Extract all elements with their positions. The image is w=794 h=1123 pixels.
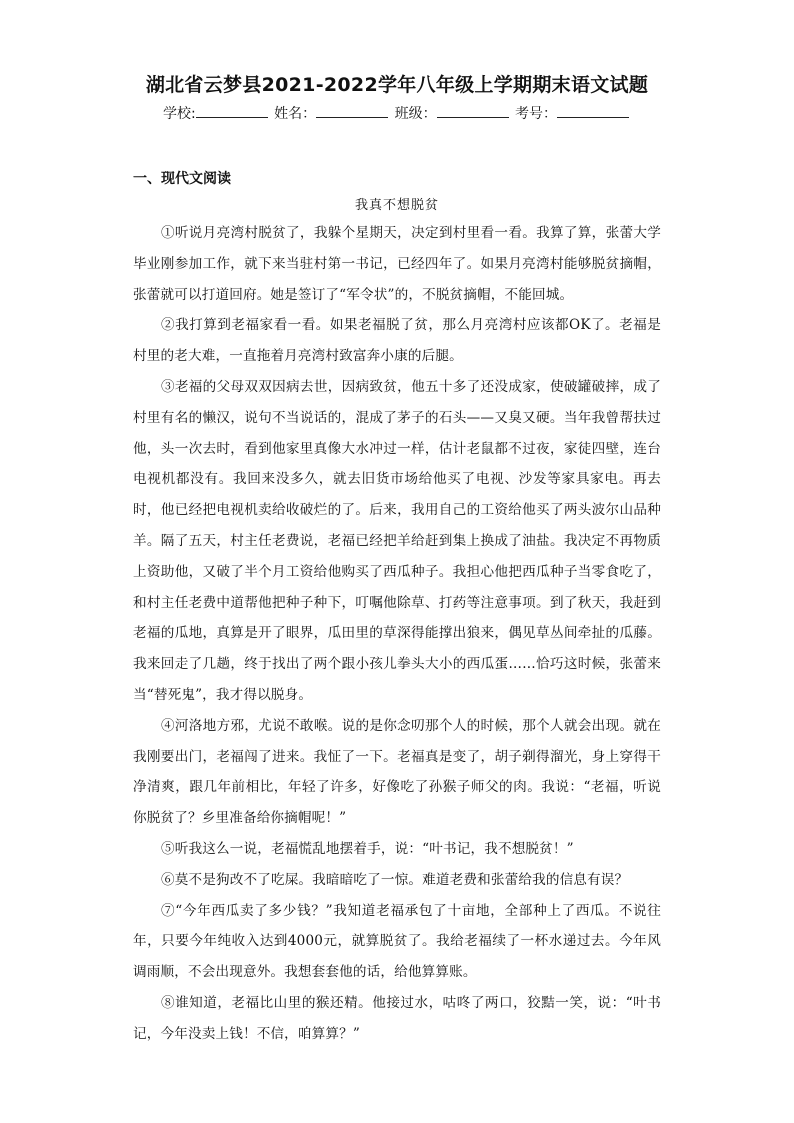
school-blank[interactable] (196, 104, 268, 118)
class-blank[interactable] (437, 104, 509, 118)
class-label: 班级： (394, 106, 437, 122)
paragraph: ⑥莫不是狗改不了吃屎。我暗暗吃了一惊。难道老费和张蕾给我的信息有误？ (161, 871, 629, 888)
school-label: 学校: (162, 106, 196, 122)
paragraph: ⑤听我这么一说，老福慌乱地摆着手，说：“叶书记，我不想脱贫！” (161, 840, 574, 857)
paragraph: ④河洛地方邪，尤说不敢喉。说的是你念叨那个人的时候，那个人就会出现。就在我刚要出门，老福闯了进来。我怔了一下。老福真是变了，胡子剃得溜光，身上穿得干净清爽，跟几年前相比，年轻了许多，好像吃了孙猴子师父的肉。我说：“老福，听说你脱贫了？乡里准备给你摘帽呢！” (133, 717, 661, 827)
paragraph: ⑧谁知道，老福比山里的猴还精。他接过水，咕咚了两口，狡黠一笑，说：“叶书记，今年没卖上钱！不信，咱算算？” (133, 994, 661, 1042)
article-body (133, 218, 661, 1050)
paragraph: ⑦“今年西瓜卖了多少钱？”我知道老福承包了十亩地，全部种上了西瓜。不说往年，只要今年纯收入达到4000元，就算脱贫了。我给老福续了一杯水递过去。今年风调雨顺，不会出现意外。我想套套他的话，给他算算账。 (133, 902, 661, 981)
article-title: 我真不想脱贫 (354, 198, 439, 213)
student-info-line (0, 103, 794, 123)
section-heading: 一、现代文阅读 (133, 171, 231, 187)
name-label: 姓名： (274, 106, 317, 122)
number-blank[interactable] (557, 104, 629, 118)
name-blank[interactable] (316, 104, 388, 118)
paragraph: ②我打算到老福家看一看。如果老福脱了贫，那么月亮湾村应该都OK了。老福是村里的老大难，一直拖着月亮湾村致富奔小康的后腿。 (133, 317, 661, 365)
paragraph: ③老福的父母双双因病去世，因病致贫，他五十多了还没成家，使破罐破摔，成了村里有名的懒汉，说句不当说话的，混成了茅子的石头——又臭又硬。当年我曾帮扶过他，头一次去时，看到他家里真像大水冲过一样，估计老鼠都不过夜，家徒四壁，连台电视机都没有。我回来没多久，就去旧货市场给他买了电视、沙发等家具家电。再去时，他已经把电视机卖给收破烂的了。后来，我用自己的工资给他买了两头波尔山品种羊。隔了五天，村主任老费说，老福已经把羊给赶到集上换成了油盐。我决定不再物质上资助他，又破了半个月工资给他购买了西瓜种子。我担心他把西瓜种子当零食吃了，和村主任老费中道帮他把种子种下，叮嘱他除草、打药等注意事项。到了秋天，我赶到老福的瓜地，真算是开了眼界，瓜田里的草深得能撑出狼来，偶见草丛间牵扯的瓜藤。我来回走了几趟，终于找出了两个跟小孩儿拳头大小的西瓜蛋……恰巧这时候，张蕾来当“替死鬼”，我才得以脱身。 (133, 378, 661, 703)
paragraph: ①听说月亮湾村脱贫了，我躲个星期天，决定到村里看一看。我算了算，张蕾大学毕业刚参加工作，就下来当驻村第一书记，已经四年了。如果月亮湾村能够脱贫摘帽，张蕾就可以打道回府。她是签订了“军令状”的，不脱贫摘帽，不能回城。 (133, 225, 661, 303)
exam-title: 湖北省云梦县2021-2022学年八年级上学期期末语文试题 (145, 74, 649, 96)
number-label: 考号： (515, 106, 558, 122)
